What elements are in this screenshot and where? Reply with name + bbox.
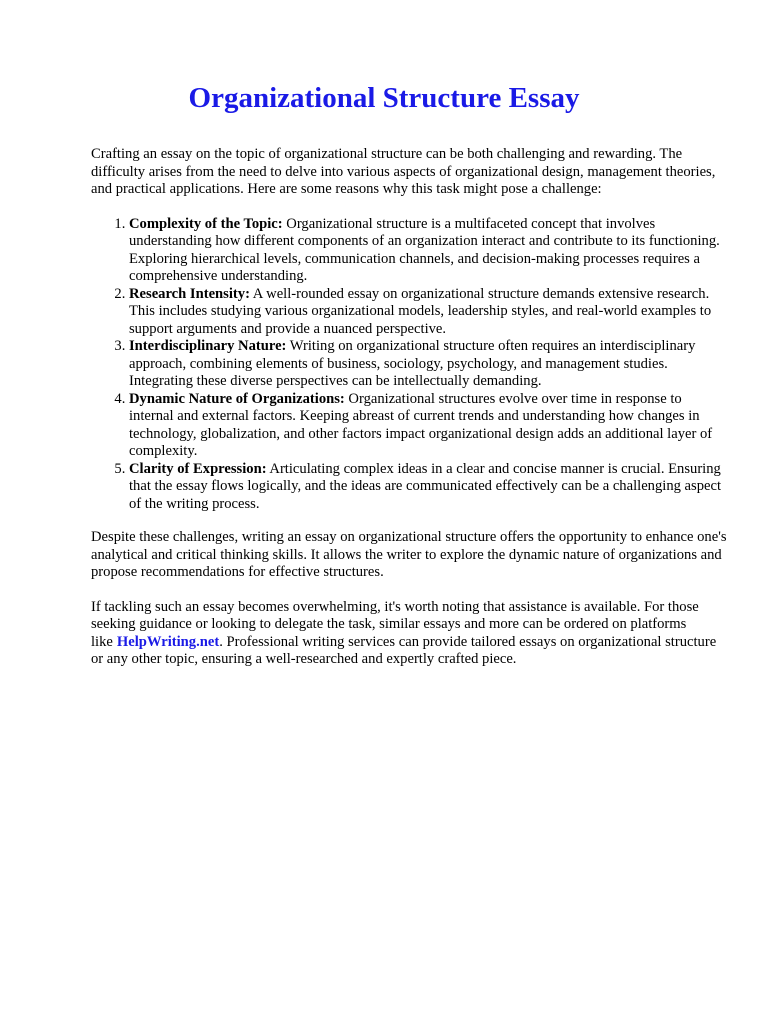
reason-text: Organizational structure is a multifaceted concept that involves understanding how different components of an organization interact and contribute to its functioning. Exploring hierarchical levels, communication channels, and decision-making processes requires a comprehensive understanding. [129,215,720,284]
despite-paragraph: Despite these challenges, writing an essay on organizational structure offers the opportunity to enhance one's analytical and critical thinking skills. It allows the writer to explore the dynamic nature of organizations and propose recommendations for effective structures. [91,529,727,580]
page-title: Organizational Structure Essay [188,82,580,114]
reason-text: Writing on organizational structure often requires an interdisciplinary approach, combining elements of business, sociology, psychology, and management studies. Integrating these diverse perspectives can be intellectually demanding. [129,338,696,389]
reason-text: Organizational structures evolve over time in response to internal and external factors. Keeping abreast of current trends and understanding how changes in technology, globalization, and other factors impact organizational design adds an additional layer of complexity. [129,390,713,459]
reason-text: Articulating complex ideas in a clear and concise manner is crucial. Ensuring that the essay flows logically, and the ideas are communicated effectively can be a challenging aspect of the writing process. [129,460,722,512]
essay-body [91,146,729,669]
reason-term: Interdisciplinary Nature: [129,338,287,354]
closing-paragraph [91,599,729,669]
list-item-complexity [129,216,729,286]
reason-term: Complexity of the Topic: [129,215,283,232]
intro-paragraph: Crafting an essay on the topic of organizational structure can be both challenging and rewarding. The difficulty arises from the need to delve into various aspects of organizational design, management theories, and practical applications. Here are some reasons why this task might pose a challenge: [91,146,716,197]
helpwriting-link[interactable]: HelpWriting.net [116,633,220,650]
reason-term: Dynamic Nature of Organizations: [129,390,345,407]
list-item-research [129,286,729,339]
closing-text-after-link: . Professional writing services can provide tailored essays on organizational structure or any other topic, ensuring a well-researched and expertly crafted piece. [91,633,717,667]
reason-text: A well-rounded essay on organizational structure demands extensive research. This includes studying various organizational models, leadership styles, and real-world examples to support arguments and provide a nuanced perspective. [129,285,712,337]
list-item-clarity [129,461,729,514]
reason-term: Research Intensity: [129,285,250,302]
list-item-interdisciplinary [129,338,729,391]
reason-term: Clarity of Expression: [129,460,267,477]
list-item-dynamic [129,391,729,461]
closing-text-before-link: If tackling such an essay becomes overwhelming, it's worth noting that assistance is available. For those seeking guidance or looking to delegate the task, similar essays and more can be ordered on platforms like [91,598,699,650]
reasons-list [91,216,729,514]
